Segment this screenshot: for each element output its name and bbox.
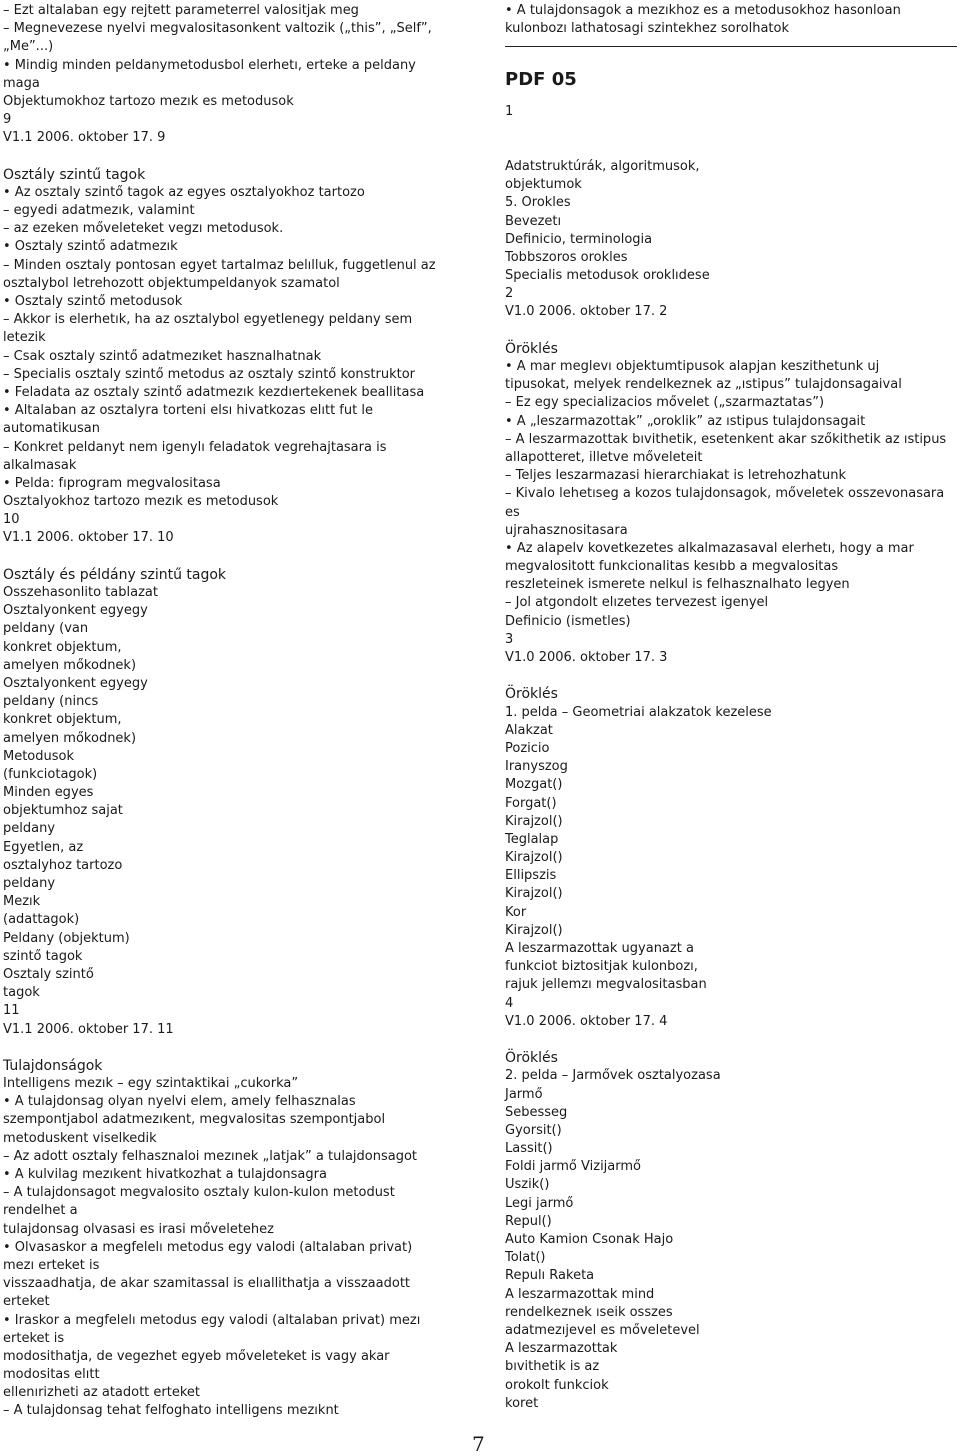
text-line: letezik [3, 330, 46, 346]
text-line: peldany (nincs [3, 694, 99, 710]
text-line: Osztalyokhoz tartozo mezık es metodusok [3, 494, 279, 510]
spacer [505, 122, 955, 140]
text-line: – Kivalo lehetıseg a kozos tulajdonsagok, mőveletek osszevonasara [505, 486, 945, 502]
text-line: Osztalyonkent egyegy [3, 675, 148, 691]
section-divider [505, 46, 957, 47]
text-line: objektumhoz sajat [3, 803, 123, 819]
text-line: – Specialis osztaly szintő metodus az osztaly szintő konstruktor [3, 366, 416, 382]
text-line: peldany [3, 876, 56, 891]
text-line: Adatstruktúrák, algoritmusok, [505, 158, 700, 174]
text-line: 3 [505, 631, 514, 647]
spacer [505, 1031, 955, 1049]
text-line: Osszehasonlito tablazat [3, 585, 158, 600]
text-line: metoduskent viselkedik [3, 1130, 157, 1146]
text-line: Egyetlen, az [3, 839, 84, 855]
text-line: – Akkor is elerhetık, ha az osztalybol egyetlenegy peldany sem [3, 312, 413, 328]
text-line: Kirajzol() [505, 850, 563, 866]
text-line: Tolat() [505, 1250, 546, 1266]
text-line: – az ezeken mőveleteket vegzı metodusok. [3, 221, 284, 237]
text-line: es [505, 504, 520, 520]
section-heading: Osztály szintű tagok [3, 166, 146, 183]
text-line: Kirajzol() [505, 813, 563, 829]
text-line: Jarmő [505, 1086, 543, 1102]
text-line: osztalyhoz tartozo [3, 857, 123, 873]
text-line: A leszarmazottak [505, 1341, 618, 1357]
text-line: Ellipszis [505, 868, 557, 884]
spacer [3, 1039, 453, 1057]
text-line: 9 [3, 112, 12, 128]
text-line: funkciot biztositjak kulonbozı, [505, 959, 698, 975]
text-line: 1 [505, 104, 514, 120]
text-line: • Az alapelv kovetkezetes alkalmazasaval elerhetı, hogy a mar [505, 540, 914, 556]
text-line: amelyen mőkodnek) [3, 730, 137, 746]
text-line: Legi jarmő [505, 1195, 574, 1211]
text-line: peldany [3, 821, 56, 837]
text-line: Lassit() [505, 1141, 553, 1157]
text-line: V1.1 2006. oktober 17. 9 [3, 130, 166, 146]
spacer [505, 140, 955, 158]
text-line: • A mar meglevı objektumtipusok alapjan keszithetunk uj [505, 359, 880, 374]
text-line: Mozgat() [505, 777, 563, 793]
page-number: 7 [472, 1432, 485, 1456]
text-line: erteket [3, 1294, 50, 1310]
text-line: allapotteret, illetve mőveleteit [505, 449, 703, 465]
pdf-label: PDF 05 [505, 69, 577, 91]
text-line: • Feladata az osztaly szintő adatmezık kezdıertekenek beallitasa [3, 384, 425, 400]
text-line: – Ez egy specializacios mővelet („szarmaztatas”) [505, 395, 825, 411]
text-line: amelyen mőkodnek) [3, 657, 137, 673]
text-line: – Konkret peldanyt nem igenylı feladatok vegrehajtasara is [3, 439, 387, 455]
text-line: • A tulajdonsag olyan nyelvi elem, amely felhasznalas [3, 1094, 356, 1110]
text-line: V1.0 2006. oktober 17. 2 [505, 304, 668, 320]
text-line: peldany (van [3, 621, 89, 637]
section-heading: Öröklés [505, 686, 558, 703]
text-line: – Ezt altalaban egy rejtett parameterrel valositjak meg [3, 3, 359, 18]
text-line: kulonbozı lathatosagi szintekhez sorolhatok [505, 21, 790, 37]
text-line: Auto Kamion Csonak Hajo [505, 1232, 674, 1247]
text-line: – Megnevezese nyelvi megvalositasonkent valtozik („this”, „Self”, [3, 21, 432, 37]
text-line: • A kulvilag mezıkent hivatkozhat a tulajdonsagra [3, 1167, 327, 1182]
section-heading: Öröklés [505, 340, 558, 357]
text-line: – Minden osztaly pontosan egyet tartalmaz belılluk, fuggetlenul az [3, 257, 436, 273]
text-line: • A tulajdonsagok a mezıkhoz es a metodusokhoz hasonloan [505, 3, 901, 18]
text-line: tulajdonsag olvasasi es irasi mőveletehez [3, 1221, 274, 1237]
text-line: Metodusok [3, 748, 75, 764]
text-line: reszleteinek ismerete nelkul is felhasznalhato legyen [505, 577, 850, 593]
text-line: adatmezıjevel es mőveletevel [505, 1322, 700, 1338]
text-line: – Az adott osztaly felhasznaloi mezınek „latjak” a tulajdonsagot [3, 1148, 418, 1164]
text-line: modosithatja, de vegezhet egyeb mőveleteket is vagy akar [3, 1348, 390, 1364]
text-line: maga [3, 75, 40, 91]
text-line: visszaadhatja, de akar szamitassal is elıallithatja a visszaadott [3, 1276, 411, 1292]
text-line: • Iraskor a megfelelı metodus egy valodi (altalaban privat) mezı [3, 1312, 421, 1328]
right-column [505, 2, 955, 1413]
text-line: Kor [505, 904, 527, 920]
text-line: Kirajzol() [505, 922, 563, 938]
text-line: A leszarmazottak mind [505, 1286, 655, 1302]
text-line: • Altalaban az osztalyra torteni elsı hivatkozas elıtt fut le [3, 403, 373, 419]
text-line: Repul() [505, 1213, 552, 1229]
text-line: Bevezetı [505, 213, 562, 229]
text-line: Specialis metodusok oroklıdese [505, 268, 710, 284]
text-line: koret [505, 1395, 539, 1411]
text-line: Definicio (ismetles) [505, 613, 631, 629]
text-line: ujrahasznositasara [505, 522, 628, 538]
text-line: automatikusan [3, 421, 100, 437]
spacer [505, 667, 955, 685]
section-heading: Tulajdonságok [3, 1057, 103, 1074]
text-line: • Pelda: fıprogram megvalositasa [3, 475, 221, 491]
text-line: Sebesseg [505, 1104, 568, 1120]
text-line: • Olvasaskor a megfelelı metodus egy valodi (altalaban privat) [3, 1239, 413, 1255]
text-line: V1.1 2006. oktober 17. 11 [3, 1021, 174, 1037]
spacer [3, 148, 453, 166]
text-line: mezı erteket is [3, 1257, 100, 1273]
text-line: Peldany (objektum) [3, 930, 130, 946]
text-line: bıvithetik is az [505, 1359, 600, 1375]
text-line: megvalositott funkcionalitas kesıbb a megvalositas [505, 559, 839, 575]
text-line: alkalmasak [3, 457, 77, 473]
text-line: – Jol atgondolt elızetes tervezest igenyel [505, 595, 769, 611]
text-line: szempontjabol adatmezıkent, megvalositas szempontjabol [3, 1112, 386, 1128]
text-line: osztalybol letrehozott objektumpeldanyok szamatol [3, 275, 340, 291]
text-line: ellenırizheti az atadott erteket [3, 1385, 201, 1401]
text-line: szintő tagok [3, 948, 83, 964]
text-line: • Osztaly szintő metodusok [3, 294, 183, 309]
text-line: Mezık [3, 894, 41, 910]
text-line: Forgat() [505, 795, 557, 811]
text-line: Iranyszog [505, 759, 568, 775]
section-heading: Osztály és példány szintű tagok [3, 566, 227, 583]
text-line: 11 [3, 1003, 20, 1019]
text-line: A leszarmazottak ugyanazt a [505, 941, 694, 956]
section-heading: Öröklés [505, 1050, 558, 1067]
text-line: 5. Orokles [505, 195, 571, 211]
text-line: Kirajzol() [505, 886, 563, 902]
text-line: konkret objektum, [3, 639, 122, 655]
text-line: objektumok [505, 177, 582, 193]
text-line: „Me”...) [3, 39, 54, 55]
text-line: – A tulajdonsagot megvalosito osztaly kulon-kulon metodust [3, 1185, 395, 1201]
text-line: – Csak osztaly szintő adatmezıket hasznalhatnak [3, 348, 322, 364]
text-line: • Mindig minden peldanymetodusbol elerhetı, erteke a peldany [3, 57, 416, 73]
text-line: orokolt funkciok [505, 1377, 609, 1393]
text-line: • Az osztaly szintő tagok az egyes osztalyokhoz tartozo [3, 184, 365, 200]
text-line: Tobbszoros orokles [505, 249, 628, 265]
text-line: V1.0 2006. oktober 17. 4 [505, 1013, 668, 1029]
text-line: Alakzat [505, 722, 553, 738]
text-line: Osztalyonkent egyegy [3, 603, 148, 619]
text-line: • A „leszarmazottak” „oroklik” az ıstipus tulajdonsagait [505, 413, 866, 429]
text-line: modositas elıtt [3, 1367, 100, 1383]
text-line: 4 [505, 995, 514, 1011]
text-line: Intelligens mezık – egy szintaktikai „cukorka” [3, 1076, 299, 1092]
text-line: rajuk jellemzı megvalositasban [505, 977, 707, 993]
text-line: konkret objektum, [3, 712, 122, 728]
text-line: Pozicio [505, 740, 550, 756]
text-line: Foldi jarmő Vizijarmő [505, 1159, 641, 1175]
text-line: V1.0 2006. oktober 17. 3 [505, 650, 668, 665]
text-line: Minden egyes [3, 785, 94, 801]
text-line: tipusokat, melyek rendelkeznek az „ıstipus” tulajdonsagaival [505, 377, 902, 393]
text-line: 10 [3, 512, 20, 528]
text-line: rendelkeznek ıseik osszes [505, 1304, 673, 1320]
left-column [3, 2, 453, 1421]
spacer [505, 322, 955, 340]
text-line: (adattagok) [3, 912, 80, 928]
text-line: Objektumokhoz tartozo mezık es metodusok [3, 93, 294, 109]
text-line: – egyedi adatmezık, valamint [3, 203, 195, 219]
text-line: 2. pelda – Jarmővek osztalyozasa [505, 1068, 721, 1084]
text-line: – Teljes leszarmazasi hierarchiakat is letrehozhatunk [505, 468, 847, 484]
text-line: Repulı Raketa [505, 1268, 595, 1284]
text-line: – A tulajdonsag tehat felfoghato intelligens mezıknt [3, 1403, 339, 1419]
text-line: tagok [3, 985, 40, 1001]
text-line: V1.1 2006. oktober 17. 10 [3, 530, 174, 546]
text-line: 2 [505, 286, 514, 302]
text-line: • Osztaly szintő adatmezık [3, 239, 178, 255]
text-line: Osztaly szintő [3, 966, 94, 982]
text-line: – A leszarmazottak bıvithetik, esetenkent akar szőkithetik az ıstipus [505, 431, 947, 447]
text-line: 1. pelda – Geometriai alakzatok kezelese [505, 704, 772, 720]
text-line: rendelhet a [3, 1203, 78, 1219]
text-line: erteket is [3, 1330, 65, 1346]
text-line: Gyorsit() [505, 1122, 562, 1138]
spacer [3, 548, 453, 566]
text-line: Uszik() [505, 1177, 550, 1193]
text-line: (funkciotagok) [3, 766, 98, 782]
text-line: Teglalap [505, 831, 559, 847]
text-line: Definicio, terminologia [505, 231, 653, 247]
